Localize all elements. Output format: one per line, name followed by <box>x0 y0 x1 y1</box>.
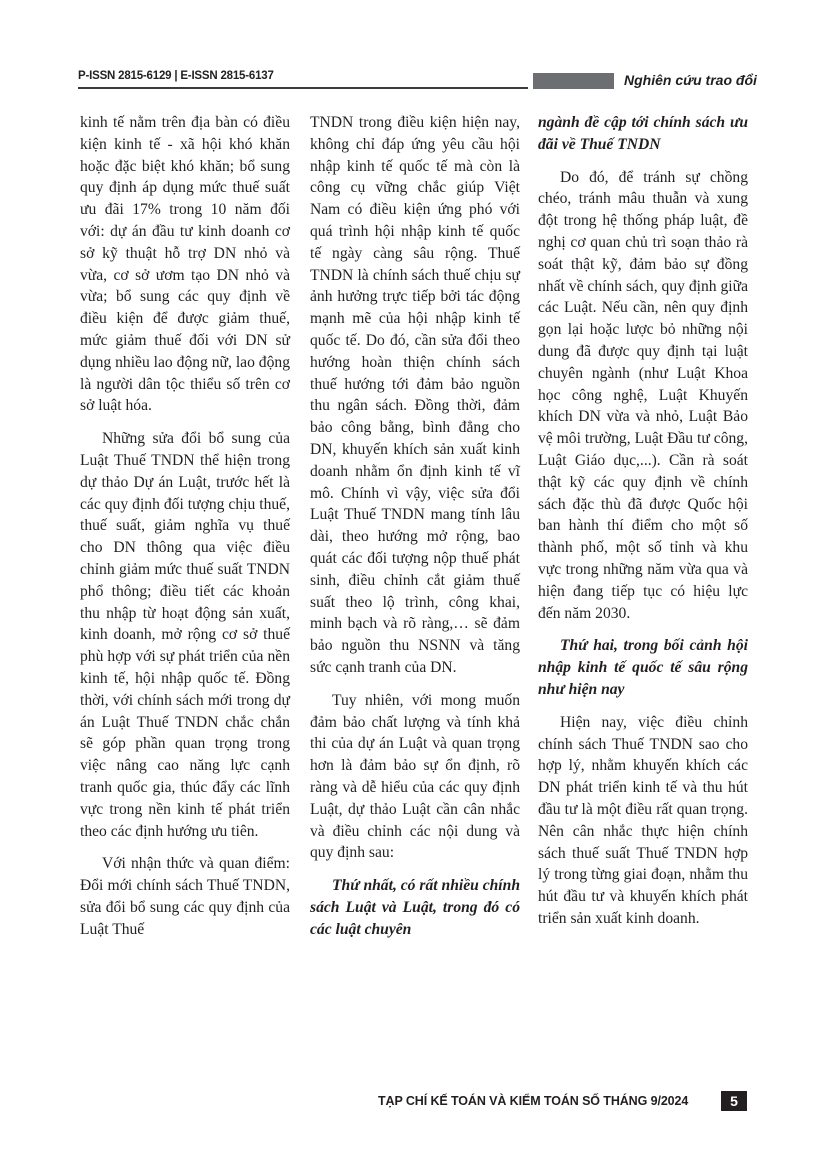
subheading: ngành đề cập tới chính sách ưu đãi về Thuế TNDN <box>538 114 748 153</box>
subheading: Thứ nhất, có rất nhiều chính sách Luật và Luật, trong đó có các luật chuyên <box>310 877 520 938</box>
text-column-2 <box>310 112 520 951</box>
paragraph: kinh tế nằm trên địa bàn có điều kiện kinh tế - xã hội khó khăn hoặc đặc biệt khó khăn; bổ sung quy định áp dụng mức thuế suất ưu đãi 17% trong 10 năm đối với: dự án đầu tư kinh doanh cơ sở kỹ thuật hỗ trợ DN nhỏ và vừa, cơ sở ươm tạo DN nhỏ và vừa; bổ sung các quy định về điều kiện để được giảm thuế, mức giảm thuế đối với DN sử dụng nhiều lao động nữ, lao động là người dân tộc thiểu số trên cơ sở luật hóa. <box>80 114 290 415</box>
page-number: 5 <box>721 1091 747 1111</box>
journal-footer: TẠP CHÍ KẾ TOÁN VÀ KIỂM TOÁN SỐ THÁNG 9/2024 <box>378 1094 689 1108</box>
paragraph: Những sửa đổi bổ sung của Luật Thuế TNDN thể hiện trong dự thảo Dự án Luật, trước hết là các quy định đối tượng chịu thuế, thuế suất, giảm nghĩa vụ thuế cho DN thông qua việc điều chỉnh giảm mức thuế suất TNDN phổ thông; điều tiết các khoản thu nhập từ hoạt động sản xuất, kinh doanh, mở rộng cơ sở thuế phù hợp với sự phát triển của nền kinh tế, hội nhập quốc tế. Đồng thời, với chính sách mới trong dự án Luật Thuế TNDN chắc chắn sẽ góp phần quan trọng trong việc nâng cao năng lực cạnh tranh quốc gia, thúc đẩy các lĩnh vực trong nền kinh tế phát triển theo các định hướng ưu tiên. <box>80 430 290 840</box>
header-rule <box>78 87 528 89</box>
text-column-3 <box>538 112 748 941</box>
paragraph: Với nhận thức và quan điểm: Đổi mới chính sách Thuế TNDN, sửa đổi bổ sung các quy định của Luật Thuế <box>80 855 290 938</box>
issn-header: P-ISSN 2815-6129 | E-ISSN 2815-6137 <box>78 70 274 82</box>
section-label: Nghiên cứu trao đổi <box>614 71 765 89</box>
text-column-1 <box>80 112 290 951</box>
paragraph: Hiện nay, việc điều chỉnh chính sách Thuế TNDN sao cho hợp lý, nhằm khuyến khích các DN phát triển kinh tế và thu hút đầu tư là một điều rất quan trọng. Nên cân nhắc thực hiện chính sách thuế suất Thuế TNDN hợp lý trong từng giai đoạn, nhằm thu hút đầu tư và khuyến khích phát triển sản xuất kinh doanh. <box>538 713 748 927</box>
paragraph: Do đó, để tránh sự chồng chéo, tránh mâu thuẫn và xung đột trong hệ thống pháp luật, đề nghị cơ quan chủ trì soạn thảo rà soát thật kỹ, đảm bảo sự đồng nhất về chính sách, quy định giữa các Luật. Nếu cần, nên quy định gọn lại hoặc lược bỏ những nội dung đã được quy định tại luật chuyên ngành (như Luật Khoa học công nghệ, Luật Khuyến khích DN vừa và nhỏ, Luật Bảo vệ môi trường, Luật Đầu tư công, Luật Giáo dục,...). Cần rà soát thật kỹ các quy định về chính sách đặc thù đã được Quốc hội ban hành thí điểm cho một số thành phố, một số tỉnh và khu vực trong những năm vừa qua và hiện đang tiếp tục có hiệu lực đến năm 2030. <box>538 168 748 622</box>
paragraph: TNDN trong điều kiện hiện nay, không chỉ đáp ứng yêu cầu hội nhập kinh tế quốc tế mà còn là công cụ vững chắc giúp Việt Nam có điều kiện ứng phó với quá trình hội nhập kinh tế quốc tế ngày càng sâu rộng. Thuế TNDN là chính sách thuế chịu sự ảnh hưởng trực tiếp bởi tác động mạnh mẽ của hội nhập kinh tế quốc tế. Do đó, cần sửa đổi theo hướng hoàn thiện chính sách thuế hướng tới đảm bảo nguồn thu ngân sách. Đồng thời, đảm bảo công bằng, bình đẳng cho DN, khuyến khích sản xuất kinh doanh nhằm ổn định kinh tế vĩ mô. Chính vì vậy, việc sửa đổi Luật Thuế TNDN mang tính lâu dài, theo hướng mở rộng, bao quát các đối tượng nộp thuế phát sinh, điều chỉnh cắt giảm thuế suất theo lộ trình, công khai, minh bạch và rõ ràng,… sẽ đảm bảo nguồn thu NSNN và tăng sức cạnh tranh của DN. <box>310 114 520 676</box>
subheading: Thứ hai, trong bối cảnh hội nhập kinh tế quốc tế sâu rộng như hiện nay <box>538 637 748 698</box>
paragraph: Tuy nhiên, với mong muốn đảm bảo chất lượng và tính khả thi của dự án Luật và quan trọng hơn là đảm bảo sự ổn định, rõ ràng và dễ hiểu của các quy định Luật, dự thảo Luật cần cân nhắc và điều chỉnh các nội dung và quy định sau: <box>310 691 520 862</box>
